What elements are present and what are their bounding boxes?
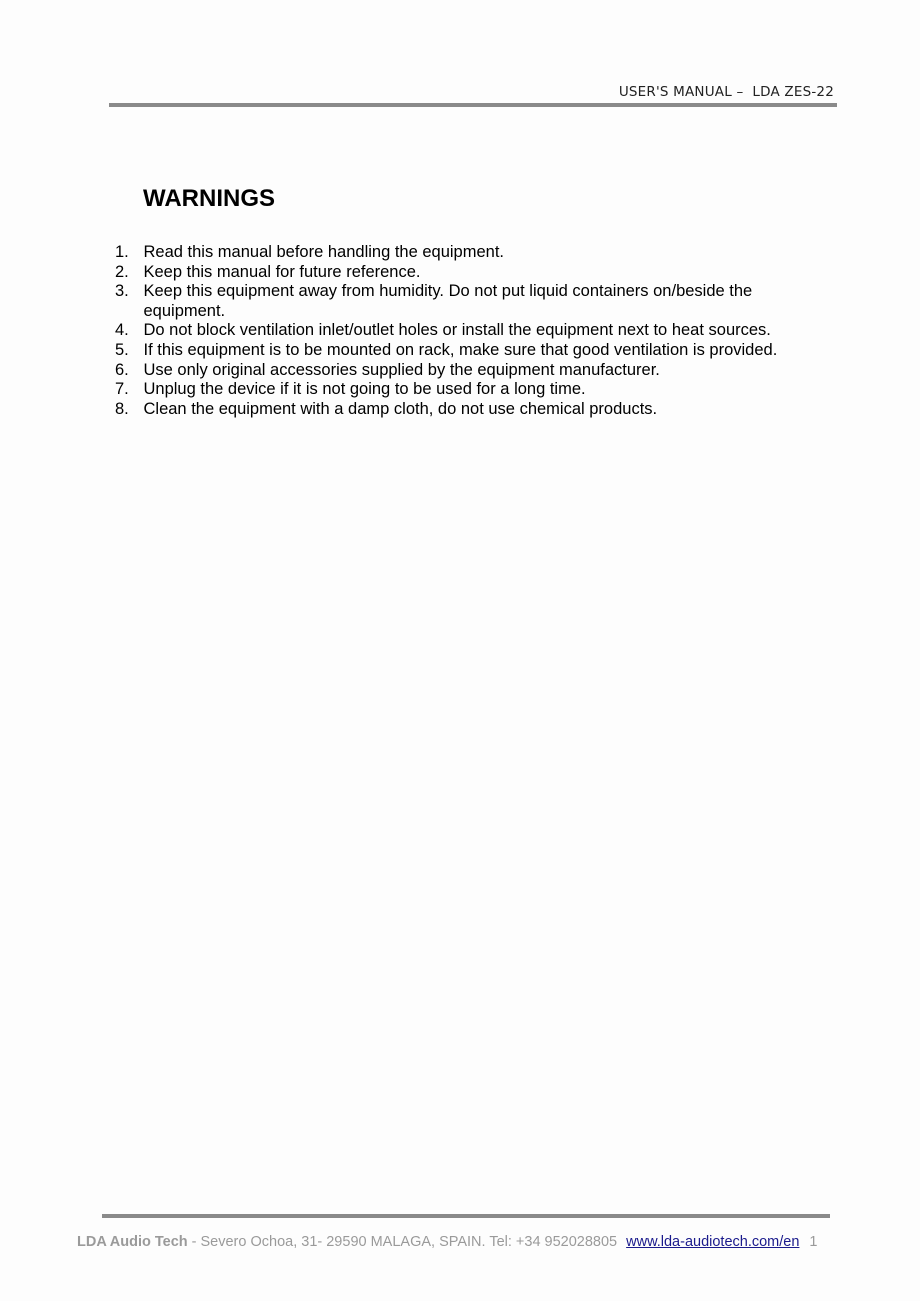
document-header-title: USER'S MANUAL – LDA ZES-22	[618, 84, 834, 100]
warning-number: 4.	[115, 321, 129, 340]
footer-address: - Severo Ochoa, 31- 29590 MALAGA, SPAIN. Tel: +34 952028805	[187, 1234, 618, 1250]
warning-text: Clean the equipment with a damp cloth, do not use chemical products.	[143, 399, 658, 418]
warning-number: 8.	[115, 399, 129, 418]
warning-text: If this equipment is to be mounted on rack, make sure that good ventilation is provided.	[143, 340, 778, 359]
footer-company-name: LDA Audio Tech	[77, 1234, 188, 1250]
page-title: WARNINGS	[143, 185, 275, 212]
warning-item	[112, 361, 812, 381]
warning-number: 1.	[115, 243, 129, 261]
page-footer	[77, 1234, 818, 1250]
warning-text: Do not block ventilation inlet/outlet holes or install the equipment next to heat sources.	[143, 321, 771, 340]
warning-item	[112, 263, 812, 283]
warning-text: Use only original accessories supplied by the equipment manufacturer.	[143, 360, 660, 379]
warning-number: 2.	[115, 262, 129, 281]
warning-item	[112, 243, 812, 263]
warning-text: Unplug the device if it is not going to be used for a long time.	[143, 380, 586, 399]
warning-number: 3.	[115, 282, 129, 301]
warning-item	[112, 341, 812, 361]
warning-number: 6.	[115, 360, 129, 379]
warning-text: Keep this manual for future reference.	[143, 262, 421, 281]
warning-item	[112, 321, 812, 341]
warnings-list	[112, 243, 812, 419]
warning-number: 7.	[115, 380, 129, 399]
warning-item	[112, 282, 804, 321]
warning-text: Read this manual before handling the equipment.	[143, 243, 504, 261]
warning-item	[112, 380, 812, 400]
warning-text: Keep this equipment away from humidity. Do not put liquid containers on/beside the equipment.	[143, 282, 753, 320]
header-divider	[109, 103, 837, 107]
warning-item	[112, 400, 812, 420]
warning-number: 5.	[115, 340, 129, 359]
footer-divider	[102, 1214, 830, 1218]
page-number: 1	[809, 1234, 818, 1250]
footer-website-link[interactable]: www.lda-audiotech.com/en	[626, 1234, 800, 1250]
